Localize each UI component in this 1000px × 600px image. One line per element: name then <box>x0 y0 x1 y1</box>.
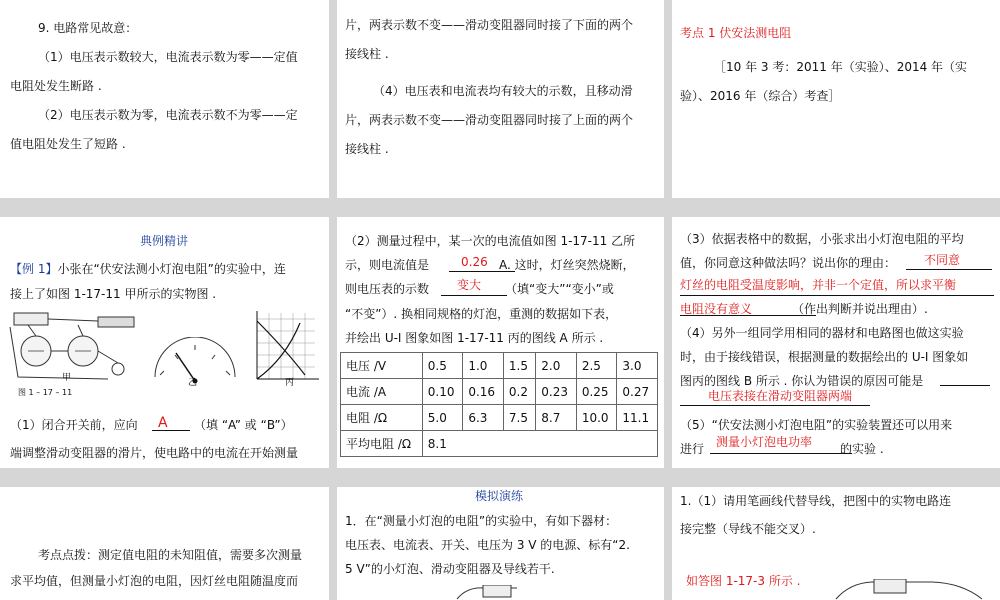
practice-line: 5 V”的小灯泡、滑动变阻器及导线若干. <box>345 562 555 576</box>
item-9-case1: （1）电压表示数较大，电流表示数为零——定值 <box>38 50 298 64</box>
question-2-line4: “不变”）. 换相同规格的灯泡，重测的数据如下表， <box>345 307 618 321</box>
question-1-answer: A <box>158 415 168 431</box>
question-4-answer: 电压表接在滑动变阻器两端 <box>708 389 853 403</box>
table-cell: 0.27 <box>617 379 658 405</box>
question-3-line4 <box>680 297 928 321</box>
panel-top-left <box>0 0 329 198</box>
ui-graph <box>245 309 323 387</box>
text-line: 接线柱 . <box>345 47 389 61</box>
text-line: 片，两表示数不变——滑动变阻器同时接了下面的两个 <box>345 18 634 32</box>
answer-question: 1.（1）请用笔画线代替导线，把图中的实物电路连 <box>680 494 952 508</box>
circuit-sketch <box>447 585 547 600</box>
question-4-line3: 图丙的图线 B 所示 . 你认为错误的原因可能是 <box>680 374 924 388</box>
table-cell: 0.2 <box>503 379 535 405</box>
question-2-text-cont: A. 这时，灯丝突然烧断， <box>499 258 635 272</box>
example-label: 【例 1】 <box>10 262 58 276</box>
row-label: 电阻 /Ω <box>341 405 423 431</box>
question-3: （3）依据表格中的数据，小张求出小灯泡电阻的平均 <box>680 232 964 246</box>
exam-note: ［10 年 3 考：2011 年（实验）、2014 年（实 <box>714 60 968 74</box>
answer-blank <box>940 385 990 386</box>
question-4: （4）另外一组同学用相同的器材和电路图也做这实验 <box>680 326 964 340</box>
tip-line: 考点点拨：测定值电阻的未知阻值，需要多次测量 <box>38 548 303 562</box>
circuit-sketch <box>822 579 992 600</box>
circuit-figure <box>8 307 148 389</box>
table-row <box>341 353 658 379</box>
panel-table <box>337 217 664 468</box>
question-3-line2: 值，你同意这种做法吗？说出你的理由： <box>680 256 897 270</box>
figure-label-bing: 丙 <box>285 378 295 388</box>
table-cell: 1.0 <box>463 353 504 379</box>
question-5: （5）“伏安法测小灯泡电阻”的实验装置还可以用来 <box>680 418 953 432</box>
table-cell: 0.23 <box>536 379 577 405</box>
example-intro-cont: 接上了如图 1-17-11 甲所示的实物图 . <box>10 287 217 301</box>
voltage-answer: 变大 <box>457 278 482 292</box>
table-row <box>341 405 658 431</box>
table-cell: 10.0 <box>576 405 617 431</box>
question-3-reason: 灯丝的电阻受温度影响，并非一个定值，所以求平衡 <box>680 278 957 292</box>
question-3-instruction: （作出判断并说出理由）. <box>792 302 928 316</box>
answer-blank <box>906 269 992 270</box>
answer-blank <box>680 405 870 406</box>
figure-caption: 图 1 – 17 – 11 <box>18 388 73 397</box>
question-2-text-cont: （填“变大”“变小”或 <box>505 282 614 296</box>
item-9-title: 9. 电路常见故意： <box>38 21 138 35</box>
table-cell: 11.1 <box>617 405 658 431</box>
question-1-cont: 端调整滑动变阻器的滑片，使电路中的电流在开始测量 <box>10 446 299 460</box>
table-cell: 1.5 <box>503 353 535 379</box>
item-9-case2: （2）电压表示数为零，电流表示数不为零——定 <box>38 108 298 122</box>
measurement-table <box>340 352 658 457</box>
exam-note-cont: 验）、2016 年（综合）考查］ <box>680 89 841 103</box>
panel-answer <box>672 487 1000 600</box>
answer-blank <box>680 315 816 316</box>
question-5-answer: 测量小灯泡电功率 <box>716 435 813 449</box>
answer-blank <box>710 453 852 454</box>
table-cell: 8.7 <box>536 405 577 431</box>
figure-label-yi: 乙 <box>188 378 198 388</box>
table-cell: 0.10 <box>422 379 463 405</box>
panel-top-middle <box>337 0 664 198</box>
panel-practice <box>337 487 664 600</box>
question-2-text: 则电压表的示数 <box>345 282 430 296</box>
table-cell: 2.5 <box>576 353 617 379</box>
example-intro <box>10 257 286 281</box>
question-1-hint: （填 “A” 或 “B”） <box>194 418 293 432</box>
average-resistance: 8.1 <box>422 431 657 457</box>
table-row <box>341 379 658 405</box>
answer-blank <box>680 295 994 296</box>
question-2-text: 示，则电流值是 <box>345 258 430 272</box>
table-cell: 6.3 <box>463 405 504 431</box>
table-cell: 5.0 <box>422 405 463 431</box>
panel-example <box>0 217 329 468</box>
question-2-line5: 并绘出 U-I 图象如图 1-17-11 丙的图线 A 所示 . <box>345 331 604 345</box>
table-cell: 2.0 <box>536 353 577 379</box>
panel-tip <box>0 487 329 600</box>
text-line: 接线柱 . <box>345 142 389 156</box>
table-cell: 0.16 <box>463 379 504 405</box>
section-heading: 考点 1 伏安法测电阻 <box>680 26 792 40</box>
row-label: 电流 /A <box>341 379 423 405</box>
current-answer: 0.26 <box>461 255 488 269</box>
text-line: 片，两表示数不变——滑动变阻器同时接了上面的两个 <box>345 113 634 127</box>
question-5-text-cont: 的实验 . <box>840 442 884 456</box>
answer-blank <box>449 271 515 272</box>
answer-text: 如答图 1-17-3 所示 . <box>686 574 801 588</box>
question-4-line2: 时，由于接线错误，根据测量的数据绘出的 U-I 图象如 <box>680 350 969 364</box>
table-cell: 7.5 <box>503 405 535 431</box>
answer-blank <box>441 295 507 296</box>
question-1: （1）闭合开关前，应向 <box>10 418 138 432</box>
question-3-reason-cont: 电阻没有意义 <box>680 302 753 316</box>
practice-line: 1．在“测量小灯泡的电阻”的实验中，有如下器材： <box>345 514 618 528</box>
text-line: （4）电压表和电流表均有较大的示数，且移动滑 <box>373 84 633 98</box>
question-5-text: 进行 <box>680 442 705 456</box>
table-cell: 0.25 <box>576 379 617 405</box>
figure-label-jia: 甲 <box>62 373 72 383</box>
panel-top-right <box>672 0 1000 198</box>
row-label: 平均电阻 /Ω <box>341 431 423 457</box>
answer-question-cont: 接完整（导线不能交叉）. <box>680 522 816 536</box>
section-title: 典例精讲 <box>140 234 189 248</box>
table-row <box>341 431 658 457</box>
question-2: （2）测量过程中，某一次的电流值如图 1-17-11 乙所 <box>345 234 636 248</box>
table-cell: 0.5 <box>422 353 463 379</box>
practice-line: 电压表、电流表、开关、电压为 3 V 的电源、标有“2. <box>345 538 630 552</box>
item-9-case2-cont: 值电阻处发生了短路 . <box>10 137 126 151</box>
question-3-answer: 不同意 <box>924 253 961 267</box>
question-2-line2 <box>345 253 635 277</box>
section-title: 模拟演练 <box>475 489 524 503</box>
example-text: 小张在“伏安法测小灯泡电阻”的实验中，连 <box>57 262 286 276</box>
panel-questions <box>672 217 1000 468</box>
item-9-case1-cont: 电阻处发生断路 . <box>10 79 102 93</box>
row-label: 电压 /V <box>341 353 423 379</box>
table-cell: 3.0 <box>617 353 658 379</box>
tip-line-cont: 求平均值，但测量小灯泡的电阻，因灯丝电阻随温度而 <box>10 574 299 588</box>
